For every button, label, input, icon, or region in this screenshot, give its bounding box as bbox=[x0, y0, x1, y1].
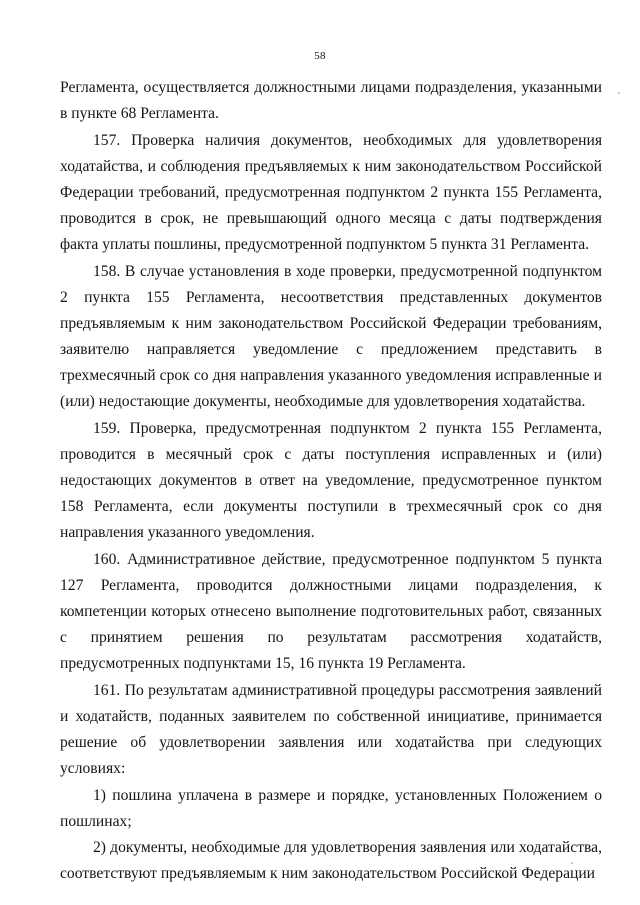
scan-speck bbox=[618, 92, 620, 94]
paragraph-161: 161. По результатам административной процедуры рассмотрения заявлений и ходатайств, поданных заявителем по собственной инициативе, принимается решение об удовлетворении заявления или ходатайства при следующих условиях: bbox=[60, 682, 602, 777]
scan-speck bbox=[571, 862, 573, 864]
paragraph-160: 160. Административное действие, предусмотренное подпунктом 5 пункта 127 Регламента, проводится должностными лицами подразделения, к компетенции которых отнесено выполнение подготовительных работ, связанных с принятием решения по результатам рассмотрения ходатайств, предусмотренных подпунктами 15, 16 пункта 19 Регламента. bbox=[60, 551, 602, 672]
paragraph-161-item-2: 2) документы, необходимые для удовлетворения заявления или ходатайства, соответствуют предъявляемым к ним законодательством Российской Федерации bbox=[60, 839, 602, 882]
paragraph-continuation: Регламента, осуществляется должностными лицами подразделения, указанными в пункте 68 Регламента. bbox=[60, 79, 602, 122]
paragraph-157: 157. Проверка наличия документов, необходимых для удовлетворения ходатайства, и соблюдения предъявляемых к ним законодательством Российской Федерации требований, предусмотренная подпунктом 2 пункта 155 Регламента, проводится в срок, не превышающий одного месяца с даты подтверждения факта уплаты пошлины, предусмотренной подпунктом 5 пункта 31 Регламента. bbox=[60, 132, 602, 253]
document-body bbox=[60, 75, 602, 887]
page-number: 58 bbox=[314, 50, 326, 62]
paragraph-158: 158. В случае установления в ходе проверки, предусмотренной подпунктом 2 пункта 155 Регламента, несоответствия представленных документов предъявляемым к ним законодательством Российской Федерации требованиям, заявителю направляется уведомление с предложением представить в трехмесячный срок со дня направления указанного уведомления исправленные и (или) недостающие документы, необходимые для удовлетворения ходатайства. bbox=[60, 263, 602, 410]
paragraph-161-item-1: 1) пошлина уплачена в размере и порядке, установленных Положением о пошлинах; bbox=[60, 787, 602, 830]
paragraph-159: 159. Проверка, предусмотренная подпунктом 2 пункта 155 Регламента, проводится в месячный срок с даты поступления исправленных и (или) недостающих документов в ответ на уведомление, предусмотренное пунктом 158 Регламента, если документы поступили в трехмесячный срок со дня направления указанного уведомления. bbox=[60, 420, 602, 541]
